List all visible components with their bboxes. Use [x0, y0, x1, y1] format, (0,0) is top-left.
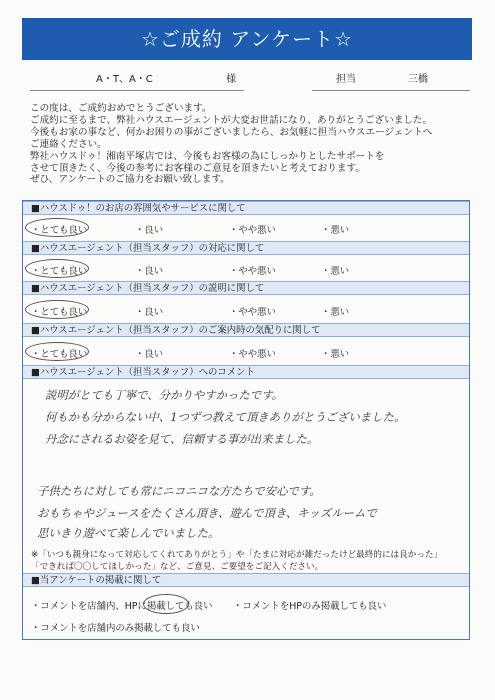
option-bad[interactable]: ・悪い — [321, 225, 350, 236]
option-slightly-bad[interactable]: ・やや悪い — [229, 349, 276, 360]
option-very-good[interactable]: ・とても良い — [31, 225, 88, 236]
page-title: ☆ご成約 アンケート☆ — [22, 18, 472, 60]
intro-line: 今後もお家の事など、何かお困りの事がございましたら、お気軽に担当ハウスエージェントへ — [30, 126, 433, 138]
comment-area[interactable] — [23, 379, 469, 574]
section-store-atmosphere-options — [23, 215, 469, 242]
comment-heading: ■ハウスエージェント（担当スタッフ）へのコメント — [23, 365, 469, 379]
option-slightly-bad[interactable]: ・やや悪い — [229, 307, 276, 318]
option-bad[interactable]: ・悪い — [321, 307, 350, 318]
section-agent-explanation-options — [23, 295, 469, 324]
publish-heading: ■当アンケートの掲載に関して — [23, 573, 469, 587]
handwritten-line: 思いきり遊べて楽しんでいました。 — [37, 526, 220, 540]
customer-underline — [30, 90, 244, 91]
intro-text — [30, 103, 470, 186]
option-bad[interactable]: ・悪い — [321, 349, 350, 360]
section-store-atmosphere-heading: ■ハウスドゥ！のお店の雰囲気やサービスに関して — [23, 201, 469, 215]
selection-circle — [25, 259, 89, 278]
intro-line: させて頂きたく、今後の参考にお客様のご意見を頂きたいと考えております。 — [30, 162, 365, 174]
publish-option-store-and-hp[interactable]: ・コメントを店舗内、HPに掲載しても良い — [31, 601, 213, 612]
staff-label: 担当 — [336, 74, 356, 85]
intro-line: ご連絡ください。 — [30, 138, 107, 150]
handwritten-line: 丹念にされるお姿を見て、信頼する事が出来ました。 — [45, 432, 319, 446]
option-good[interactable]: ・良い — [135, 307, 164, 318]
option-good[interactable]: ・良い — [135, 225, 164, 236]
survey-form — [22, 200, 470, 640]
selection-circle — [25, 300, 89, 319]
option-very-good[interactable]: ・とても良い — [31, 307, 88, 318]
intro-line: ご成約に至るまで、弊社ハウスエージェントが大変お世話になり、ありがとうございました。 — [30, 114, 433, 126]
intro-line: この度は、ご成約おめでとうございます。 — [30, 103, 212, 114]
option-very-good[interactable]: ・とても良い — [31, 266, 88, 277]
intro-line: ぜひ、アンケートのご協力をお願い致します。 — [30, 174, 230, 186]
option-good[interactable]: ・良い — [135, 349, 164, 360]
staff-name: 三橋 — [408, 74, 428, 85]
honorific: 様 — [226, 74, 236, 85]
option-slightly-bad[interactable]: ・やや悪い — [229, 225, 276, 236]
option-very-good[interactable]: ・とても良い — [31, 349, 88, 360]
section-agent-attention-heading: ■ハウスエージェント（担当スタッフ）のご案内時の気配りに関して — [23, 323, 469, 337]
staff-underline — [312, 90, 470, 91]
comment-note: 「できれば〇〇してほしかった」など、ご意見、ご要望をご記入ください。 — [31, 562, 324, 572]
selection-circle — [143, 594, 189, 614]
publish-option-hp-only[interactable]: ・コメントをHPのみ掲載しても良い — [233, 601, 387, 612]
publish-option-store-only[interactable]: ・コメントを店舗内のみ掲載しても良い — [31, 623, 200, 634]
handwritten-line: 説明がとても丁寧で、分かりやすかったです。 — [45, 388, 284, 402]
selection-circle — [25, 218, 89, 237]
section-agent-response-heading: ■ハウスエージェント（担当スタッフ）の対応に関して — [23, 241, 469, 255]
handwritten-line: おもちゃやジュースをたくさん頂き、遊んで頂き、キッズルームで — [37, 506, 377, 520]
option-good[interactable]: ・良い — [135, 266, 164, 277]
section-agent-response-options — [23, 255, 469, 282]
customer-name: A・T、A・C — [96, 74, 153, 85]
option-slightly-bad[interactable]: ・やや悪い — [229, 266, 276, 277]
option-bad[interactable]: ・悪い — [321, 266, 350, 277]
handwritten-line: 何もかも分からない中、1つずつ教えて頂きありがとうございました。 — [45, 410, 406, 424]
handwritten-line: 子供たちに対しても常にニコニコな方たちで安心です。 — [37, 484, 321, 498]
selection-circle — [25, 342, 89, 361]
intro-line: 弊社ハウスドゥ！湘南平塚店では、今後もお客様の為にしっかりとしたサポートを — [30, 150, 385, 162]
section-agent-attention-options — [23, 337, 469, 366]
publish-options — [23, 587, 469, 639]
section-agent-explanation-heading: ■ハウスエージェント（担当スタッフ）の説明に関して — [23, 281, 469, 295]
comment-note: ※「いつも親身になって対応してくれてありがとう」や「たまに対応が雑だったけど最終的には良かった」 — [31, 550, 443, 560]
